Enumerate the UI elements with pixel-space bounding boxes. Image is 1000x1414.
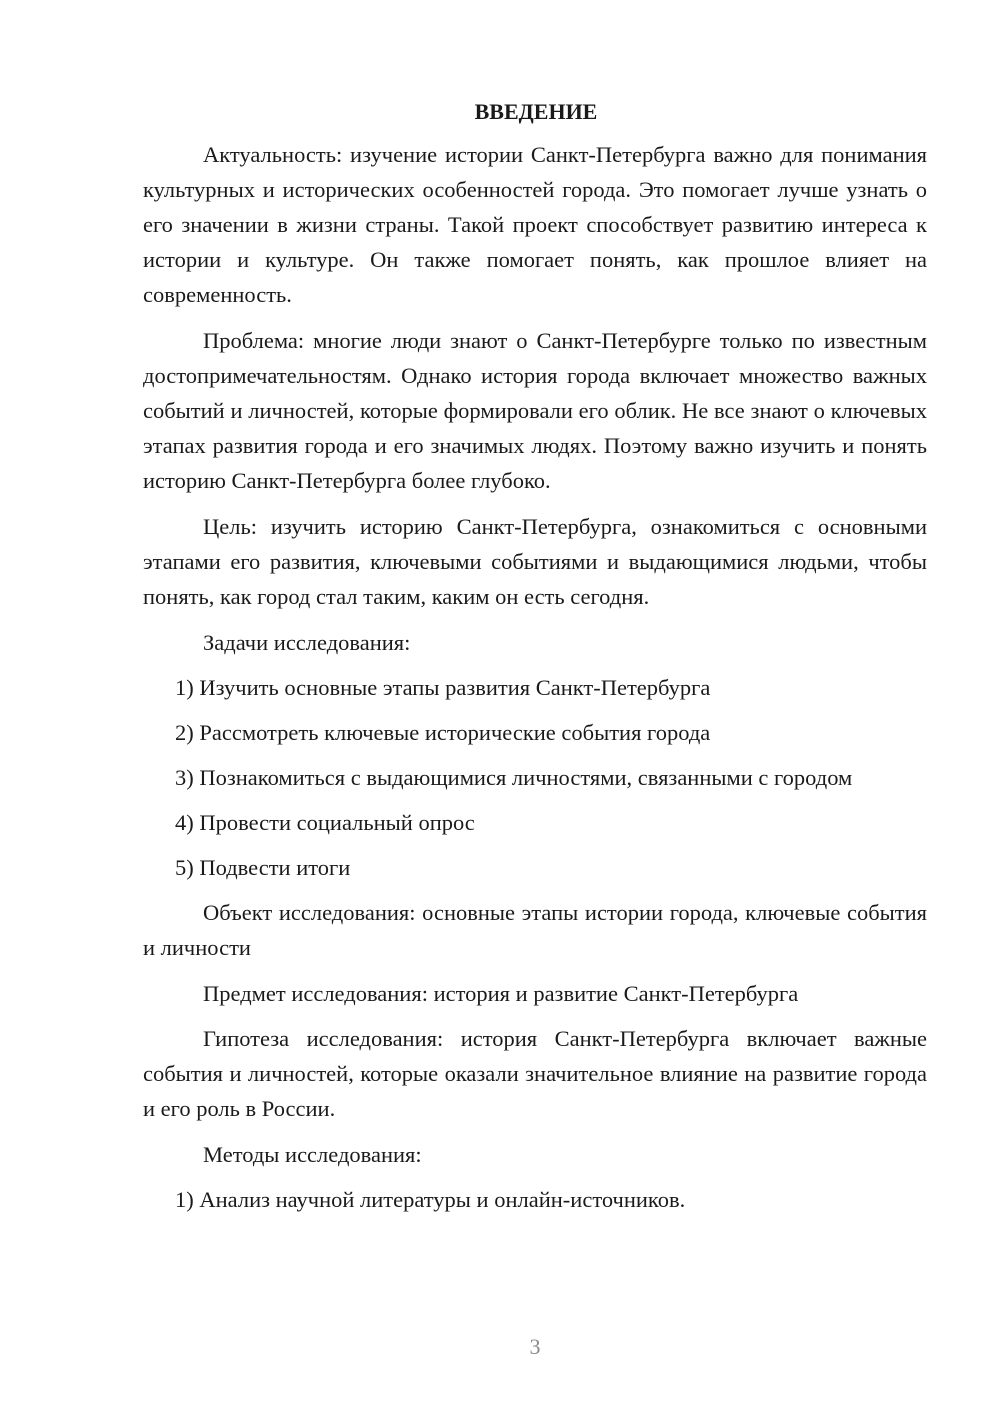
relevance-paragraph: Актуальность: изучение истории Санкт-Петербурга важно для понимания культурных и исторических особенностей города. Это помогает лучше узнать о его значении в жизни страны. Такой проект способствует развитию интереса к истории и культуре. Он также помогает понять, как прошлое влияет на современность. bbox=[143, 142, 927, 307]
subject-paragraph: Предмет исследования: история и развитие Санкт-Петербурга bbox=[203, 981, 799, 1006]
task-item: 1) Изучить основные этапы развития Санкт-Петербурга bbox=[175, 675, 711, 700]
method-item: 1) Анализ научной литературы и онлайн-источников. bbox=[175, 1187, 686, 1212]
page-number: 3 bbox=[529, 1334, 541, 1359]
tasks-heading: Задачи исследования: bbox=[203, 630, 411, 655]
section-title: ВВЕДЕНИЕ bbox=[474, 99, 598, 124]
document-page bbox=[143, 94, 927, 1227]
task-item: 3) Познакомиться с выдающимися личностями, связанными с городом bbox=[175, 765, 853, 790]
task-item: 2) Рассмотреть ключевые исторические события города bbox=[175, 720, 711, 745]
problem-paragraph: Проблема: многие люди знают о Санкт-Петербурге только по известным достопримечательностям. Однако история города включает множество важных событий и личностей, которые формировали его облик. Не все знают о ключевых этапах развития города и его значимых людях. Поэтому важно изучить и понять историю Санкт-Петербурга более глубоко. bbox=[143, 328, 927, 493]
task-item: 5) Подвести итоги bbox=[175, 855, 351, 880]
goal-paragraph: Цель: изучить историю Санкт-Петербурга, ознакомиться с основными этапами его развития, ключевыми событиями и выдающимися людьми, чтобы понять, как город стал таким, каким он есть сегодня. bbox=[143, 514, 927, 609]
object-paragraph: Объект исследования: основные этапы истории города, ключевые события и личности bbox=[143, 900, 927, 960]
task-item: 4) Провести социальный опрос bbox=[175, 810, 475, 835]
hypothesis-paragraph: Гипотеза исследования: история Санкт-Петербурга включает важные события и личностей, которые оказали значительное влияние на развитие города и его роль в России. bbox=[143, 1026, 927, 1121]
methods-heading: Методы исследования: bbox=[203, 1142, 422, 1167]
